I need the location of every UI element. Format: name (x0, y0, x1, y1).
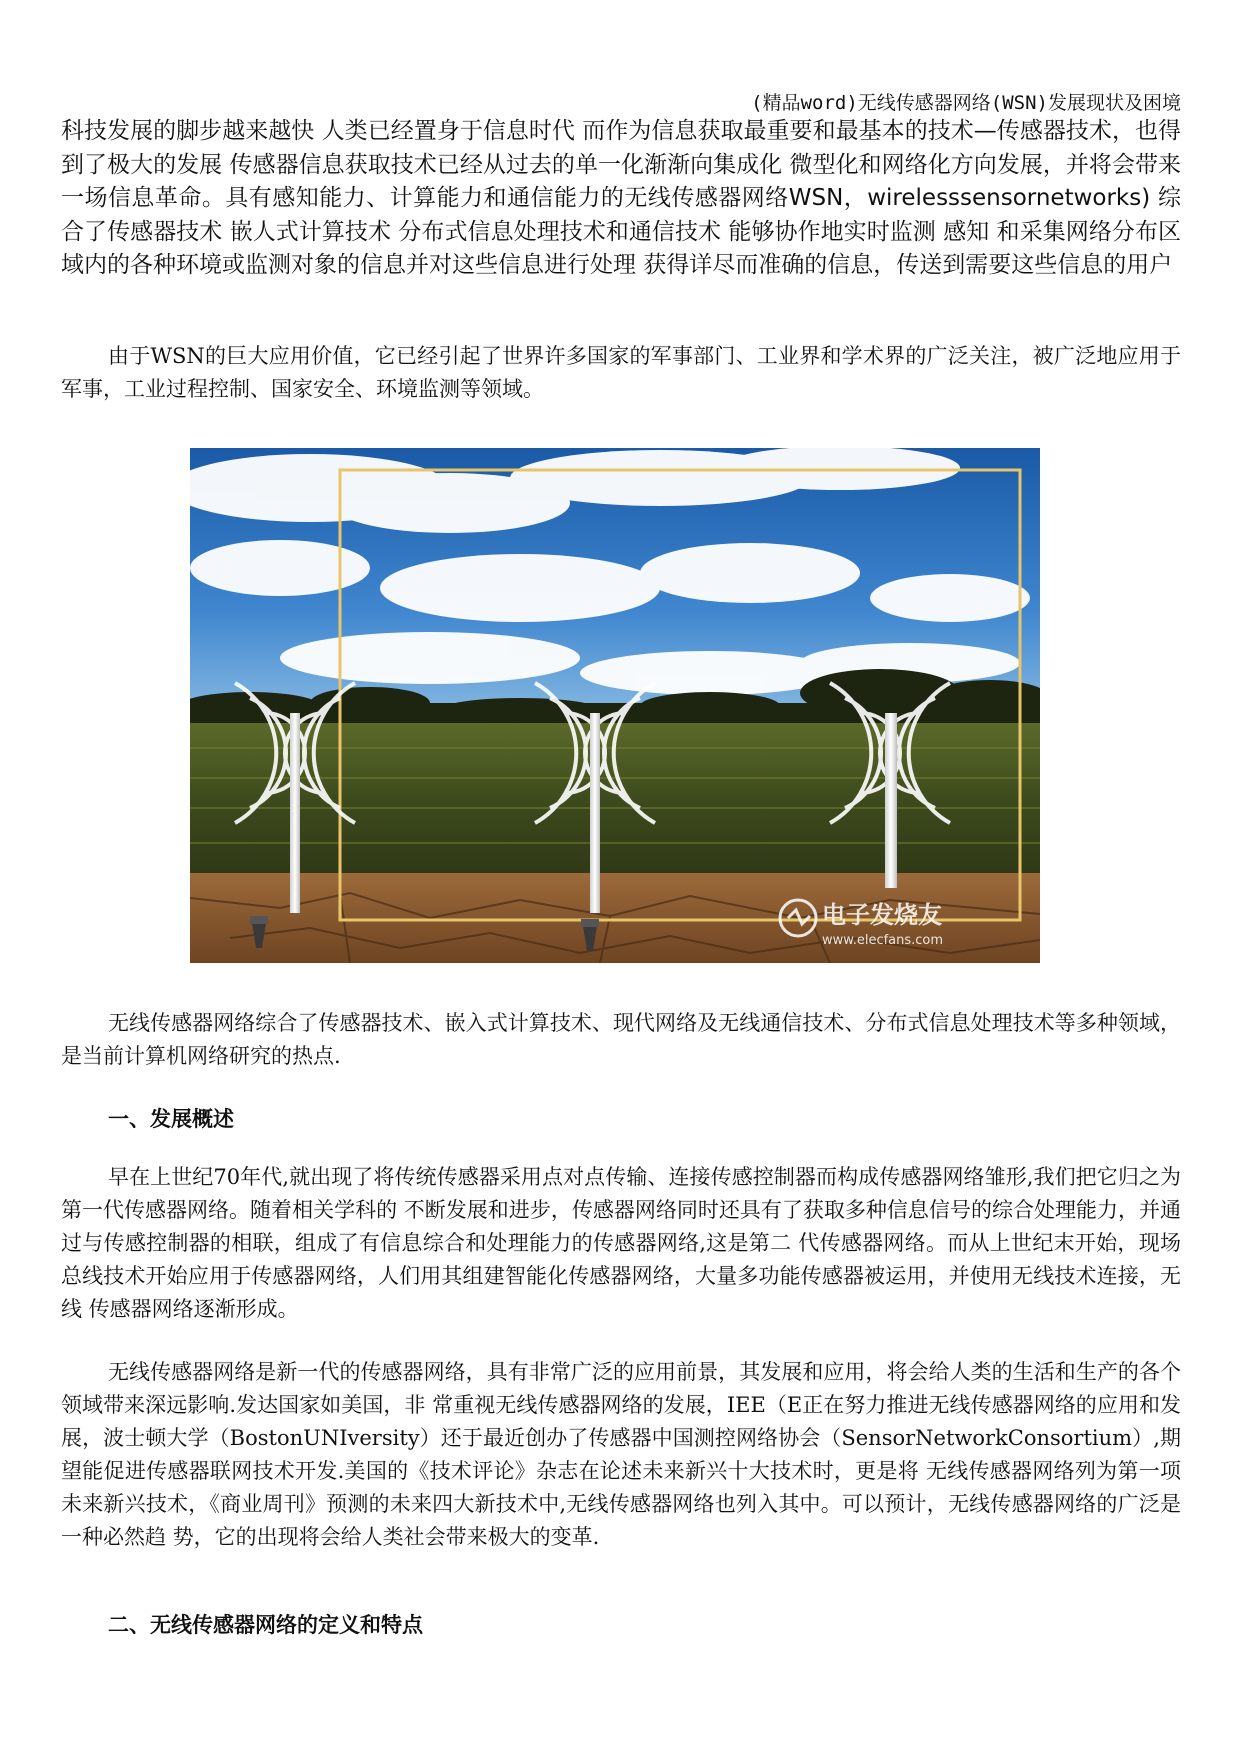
section-heading-definition: 二、无线传感器网络的定义和特点 (108, 1613, 423, 1637)
page-header: (精品word)无线传感器网络(WSN)发展现状及困境 (751, 92, 1181, 114)
intro-paragraph: 科技发展的脚步越来越快 人类已经置身于信息时代 而作为信息获取最重要和最基本的技术—传感器技术，也得到了极大的发展 传感器信息获取技术已经从过去的单一化渐渐向集成化 微型化和网络化方向发展，并将会带来一场信息革命。具有感知能力、计算能力和通信能力的无线传感器网络WSN，wirelesssensornetworks) 综合了传感器技术 嵌人式计算技术 分布式信息处理技术和通信技术 能够协作地实时监测 感知 和采集网络分布区域内的各种环境或监测对象的信息并对这些信息进行处理 获得详尽而准确的信息，传送到需要这些信息的用户 (61, 118, 1181, 279)
prospects-paragraph: 无线传感器网络是新一代的传感器网络，具有非常广泛的应用前景，其发展和应用，将会给人类的生活和生产的各个领域带来深远影响.发达国家如美国，非 常重视无线传感器网络的发展，IEE（E正在努力推进无线传感器网络的应用和发展，波士顿大学（BostonUNIversity）还于最近创办了传感器中国测控网络协会（SensorNetworkConsortium）,期望能促进传感器联网技术开发.美国的《技术评论》杂志在论述未来新兴十大技术时，更是将 无线传感器网络列为第一项未来新兴技术，《商业周刊》预测的未来四大新技术中,无线传感器网络也列入其中。可以预计，无线传感器网络的广泛是一种必然趋 势，它的出现将会给人类社会带来极大的变革. (61, 1360, 1181, 1549)
watermark-brand: 电子发烧友 (822, 901, 942, 929)
summary-paragraph: 无线传感器网络综合了传感器技术、嵌入式计算技术、现代网络及无线通信技术、分布式信息处理技术等多种领域，是当前计算机网络研究的热点. (61, 1011, 1181, 1068)
wsn-field-image (190, 448, 1040, 963)
history-paragraph: 早在上世纪70年代,就出现了将传统传感器采用点对点传输、连接传感控制器而构成传感器网络雏形,我们把它归之为第一代传感器网络。随着相关学科的 不断发展和进步，传感器网络同时还具有了获取多种信息信号的综合处理能力，并通过与传感控制器的相联，组成了有信息综合和处理能力的传感器网络,这是第二 代传感器网络。而从上世纪末开始，现场总线技术开始应用于传感器网络，人们用其组建智能化传感器网络，大量多功能传感器被运用，并使用无线技术连接，无线 传感器网络逐渐形成。 (61, 1165, 1181, 1321)
application-paragraph: 由于WSN的巨大应用价值，它已经引起了世界许多国家的军事部门、工业界和学术界的广泛关注，被广泛地应用于军事，工业过程控制、国家安全、环境监测等领域。 (61, 344, 1181, 401)
watermark-url: www.elecfans.com (822, 933, 944, 948)
section-heading-overview: 一、发展概述 (108, 1107, 234, 1131)
